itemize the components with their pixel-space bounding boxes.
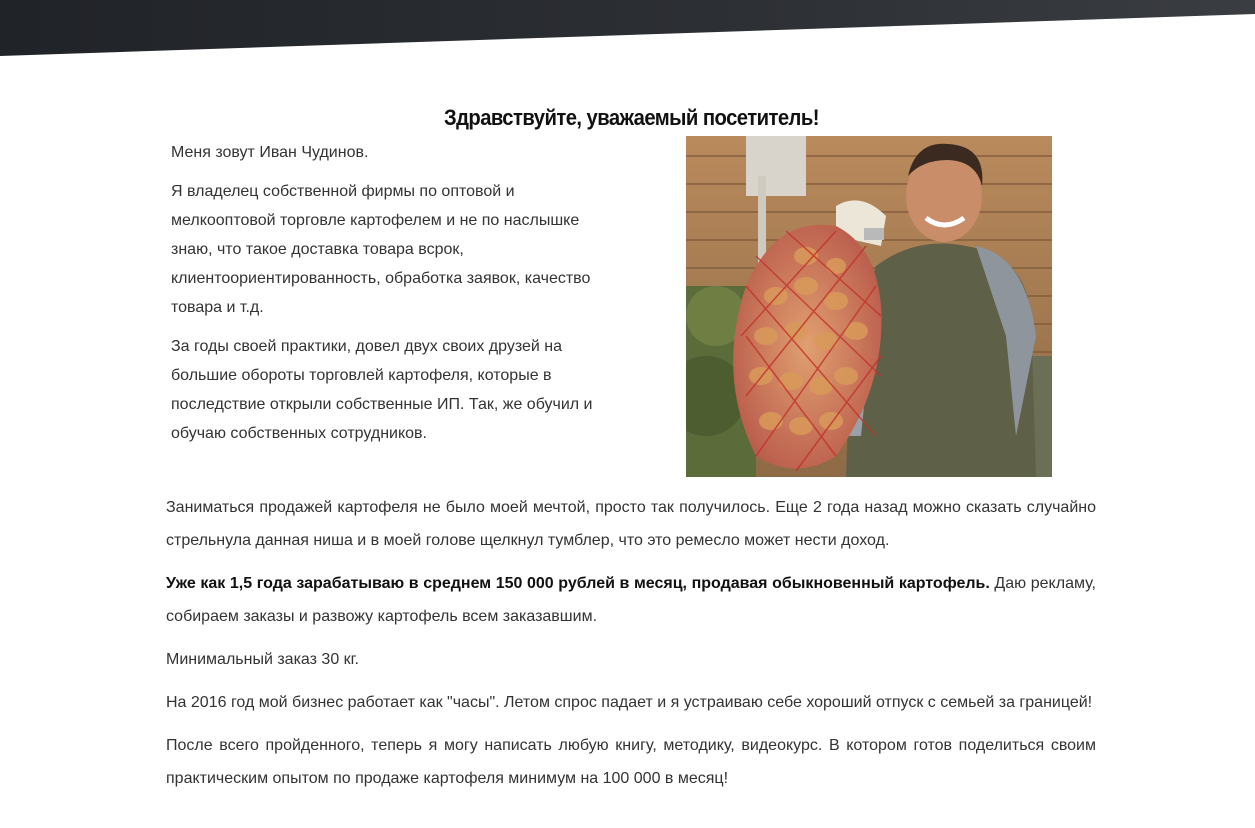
body-paragraph-4: На 2016 год мой бизнес работает как "часы". Летом спрос падает и я устраиваю себе хороший отпуск с семьей за границей!	[166, 694, 1093, 711]
intro-block	[171, 138, 611, 458]
top-decorative-band	[0, 0, 1255, 56]
intro-name-line: Меня зовут Иван Чудинов.	[171, 144, 369, 161]
body-paragraph-2	[166, 567, 1096, 633]
intro-paragraph-1: Я владелец собственной фирмы по оптовой и мелкооптовой торговле картофелем и не по наслышке знаю, что такое доставка товара всрок, клиентоориентированность, обработка заявок, качество товара и т.д.	[171, 183, 591, 316]
body-paragraph-5: После всего пройденного, теперь я могу написать любую книгу, методику, видеокурс. В котором готов поделиться своим практическим опытом по продаже картофеля минимум на 100 000 в месяц!	[166, 737, 1096, 787]
body-paragraph-3: Минимальный заказ 30 кг.	[166, 651, 359, 668]
body-paragraph-2-rest: Даю рекламу, собираем заказы и развожу картофель всем заказавшим.	[166, 575, 1096, 625]
body-paragraph-1: Заниматься продажей картофеля не было моей мечтой, просто так получилось. Еще 2 года назад можно сказать случайно стрельнула данная ниша и в моей голове щелкнул тумблер, что это ремесло может нести доход.	[166, 499, 1096, 549]
income-highlight: Уже как 1,5 года зарабатываю в среднем 150 000 рублей в месяц, продавая обыкновенный картофель.	[166, 575, 990, 592]
body-text-block	[166, 491, 1096, 805]
intro-paragraph-2: За годы своей практики, довел двух своих друзей на большие обороты торговлей картофеля, которые в последствие открыли собственные ИП. Так, же обучил и обучаю собственных сотрудников.	[171, 338, 593, 442]
author-photo	[686, 136, 1052, 477]
page-title: Здравствуйте, уважаемый посетитель!	[443, 104, 819, 130]
